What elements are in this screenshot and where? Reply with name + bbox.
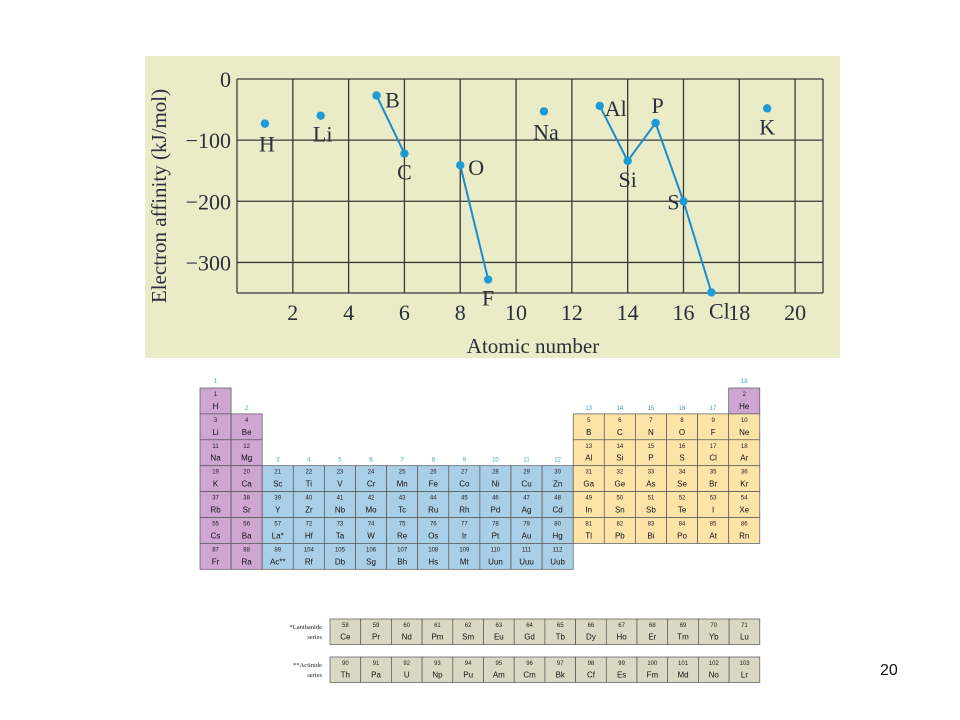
atomic-number: 89 [274, 547, 282, 554]
atomic-number: 34 [678, 469, 686, 476]
atomic-number: 98 [587, 661, 595, 667]
atomic-number: 105 [334, 547, 345, 554]
atomic-number: 87 [212, 547, 219, 554]
atomic-number: 104 [303, 547, 314, 554]
element-symbol: Cr [366, 479, 376, 489]
atomic-number: 110 [490, 547, 501, 554]
atomic-number: 36 [740, 469, 748, 476]
atomic-number: 65 [556, 623, 564, 629]
element-symbol: Uub [550, 557, 565, 567]
group-number: 5 [338, 457, 342, 464]
data-point-label: Li [312, 121, 333, 147]
atomic-number: 52 [678, 495, 686, 502]
element-symbol: Rh [459, 505, 470, 515]
element-symbol: Lr [740, 670, 749, 680]
atomic-number: 47 [523, 495, 530, 502]
atomic-number: 7 [649, 417, 653, 424]
atomic-number: 12 [243, 443, 250, 450]
atomic-number: 57 [274, 521, 282, 528]
element-symbol: Cd [552, 505, 563, 515]
element-symbol: Pr [372, 632, 381, 642]
atomic-number: 66 [587, 623, 595, 629]
element-symbol: Na [210, 453, 221, 463]
element-symbol: Fm [646, 670, 659, 680]
atomic-number: 45 [461, 495, 468, 502]
element-symbol: Ge [614, 479, 626, 489]
element-symbol: C [616, 427, 623, 437]
atomic-number: 21 [274, 469, 282, 476]
element-symbol: As [646, 479, 656, 489]
element-symbol: S [679, 453, 685, 463]
element-symbol: Rn [739, 531, 750, 541]
element-symbol: Bh [397, 557, 408, 567]
atomic-number: 90 [342, 661, 349, 667]
atomic-number: 2 [742, 392, 746, 398]
element-symbol: Es [616, 670, 627, 680]
group-number: 15 [647, 405, 655, 412]
element-symbol: Mn [396, 479, 408, 489]
group-number: 14 [616, 405, 624, 412]
atomic-number: 1 [213, 392, 218, 398]
element-symbol: Br [709, 479, 718, 489]
element-symbol: Pa [371, 670, 381, 680]
group-number: 1 [213, 379, 218, 385]
element-symbol: No [708, 670, 719, 680]
element-symbol: Zr [305, 505, 313, 515]
y-tick-label: −300 [185, 250, 231, 276]
atomic-number: 8 [680, 417, 684, 424]
element-symbol: Pb [614, 531, 625, 541]
element-symbol: Li [212, 427, 219, 437]
atomic-number: 109 [459, 547, 470, 554]
element-symbol: Tc [398, 505, 407, 515]
atomic-number: 92 [403, 661, 411, 667]
atomic-number: 72 [305, 521, 313, 528]
element-symbol: Ag [521, 505, 532, 515]
element-symbol: Yb [708, 632, 719, 642]
atomic-number: 75 [398, 521, 406, 528]
atomic-number: 60 [403, 623, 411, 629]
element-symbol: Ne [739, 427, 750, 437]
element-symbol: In [585, 505, 593, 515]
element-symbol: Pm [431, 632, 444, 642]
atomic-number: 85 [709, 521, 717, 528]
atomic-number: 96 [526, 661, 533, 667]
data-point-label: C [397, 159, 412, 185]
element-symbol: Rf [304, 557, 313, 567]
atomic-number: 20 [243, 469, 250, 476]
atomic-number: 40 [305, 495, 313, 502]
atomic-number: 51 [647, 495, 655, 502]
group-number: 12 [554, 457, 561, 464]
element-symbol: Se [677, 479, 687, 489]
element-symbol: Rb [210, 505, 221, 515]
atomic-number: 31 [585, 469, 593, 476]
element-symbol: Pt [491, 531, 500, 541]
atomic-number: 94 [464, 661, 472, 667]
group-number: 9 [462, 457, 467, 464]
atomic-number: 48 [554, 495, 561, 502]
atomic-number: 44 [429, 495, 437, 502]
atomic-number: 88 [243, 547, 250, 554]
atomic-number: 4 [244, 417, 249, 424]
element-symbol: Sm [462, 632, 475, 642]
atomic-number: 49 [585, 495, 593, 502]
element-symbol: Ba [241, 531, 252, 541]
element-symbol: Ar [740, 453, 749, 463]
atomic-number: 33 [647, 469, 655, 476]
x-tick-label: 4 [343, 300, 355, 325]
atomic-number: 86 [740, 521, 748, 528]
atomic-number: 50 [616, 495, 624, 502]
element-symbol: Hs [428, 557, 439, 567]
atomic-number: 41 [336, 495, 344, 502]
atomic-number: 64 [526, 623, 533, 629]
element-symbol: H [212, 401, 219, 411]
data-point-label: S [667, 189, 680, 215]
atomic-number: 106 [366, 547, 377, 554]
atomic-number: 108 [428, 547, 439, 554]
element-symbol: Er [648, 632, 657, 642]
element-symbol: Ni [491, 479, 500, 489]
atomic-number: 83 [647, 521, 655, 528]
element-symbol: Te [677, 505, 687, 515]
group-number: 18 [740, 379, 748, 385]
element-symbol: Sg [366, 557, 376, 567]
x-tick-label: 20 [784, 300, 807, 325]
atomic-number: 73 [336, 521, 344, 528]
y-tick-label: 0 [220, 67, 231, 92]
element-symbol: Hg [552, 531, 563, 541]
element-symbol: Eu [493, 632, 504, 642]
atomic-number: 24 [367, 469, 375, 476]
element-symbol: Bi [647, 531, 655, 541]
data-point-label: K [759, 114, 776, 140]
atomic-number: 55 [212, 521, 219, 528]
data-point-label: F [482, 285, 495, 311]
group-number: 7 [400, 457, 404, 464]
element-symbol: W [367, 531, 375, 541]
element-symbol: Th [340, 670, 351, 680]
data-point-label: Na [533, 119, 559, 145]
atomic-number: 39 [274, 495, 282, 502]
atomic-number: 23 [336, 469, 344, 476]
group-number: 6 [369, 457, 373, 464]
atomic-number: 14 [616, 443, 624, 450]
element-symbol: Co [459, 479, 470, 489]
element-symbol: Re [397, 531, 408, 541]
element-symbol: Lu [739, 632, 749, 642]
atomic-number: 17 [709, 443, 717, 450]
element-symbol: Bk [555, 670, 565, 680]
group-number: 4 [307, 457, 311, 464]
atomic-number: 82 [616, 521, 624, 528]
atomic-number: 63 [495, 623, 503, 629]
element-symbol: Ca [241, 479, 252, 489]
element-symbol: Ta [335, 531, 345, 541]
group-number: 16 [678, 405, 686, 412]
atomic-number: 70 [710, 623, 718, 629]
element-symbol: Sb [646, 505, 656, 515]
element-symbol: Mo [365, 505, 377, 515]
actinide-series-label: series [307, 672, 322, 679]
atomic-number: 100 [647, 661, 658, 667]
lanthanide-series-label: series [307, 634, 322, 641]
atomic-number: 103 [739, 661, 750, 667]
x-tick-label: 2 [287, 300, 299, 325]
atomic-number: 3 [213, 417, 218, 424]
data-point-label: Si [618, 166, 637, 192]
atomic-number: 43 [398, 495, 406, 502]
x-tick-label: 16 [672, 300, 695, 325]
element-symbol: N [648, 427, 654, 437]
atomic-number: 84 [678, 521, 686, 528]
lanthanide-series-label: *Lanthanide [289, 624, 322, 631]
element-symbol: Pd [490, 505, 501, 515]
atomic-number: 95 [495, 661, 503, 667]
element-symbol: Np [432, 670, 443, 680]
group-number: 13 [585, 405, 593, 412]
element-symbol: Nd [401, 632, 412, 642]
data-point-label: P [651, 93, 664, 119]
element-symbol: V [337, 479, 343, 489]
atomic-number: 77 [461, 521, 468, 528]
atomic-number: 59 [372, 623, 380, 629]
element-symbol: Kr [740, 479, 749, 489]
element-symbol: Xe [739, 505, 750, 515]
element-symbol: Pu [463, 670, 474, 680]
atomic-number: 79 [523, 521, 530, 528]
x-tick-label: 6 [398, 300, 410, 325]
atomic-number: 18 [740, 443, 748, 450]
data-point-label: B [385, 87, 400, 113]
element-symbol: Cm [523, 670, 536, 680]
group-number: 17 [709, 405, 717, 412]
element-symbol: Fe [428, 479, 438, 489]
element-symbol: Ce [340, 632, 351, 642]
atomic-number: 53 [709, 495, 717, 502]
element-symbol: Sn [614, 505, 625, 515]
atomic-number: 54 [740, 495, 748, 502]
data-point-label: Al [604, 95, 627, 121]
atomic-number: 32 [616, 469, 624, 476]
y-axis-title: Electron affinity (kJ/mol) [147, 88, 171, 304]
element-symbol: Md [677, 670, 689, 680]
group-number: 11 [523, 457, 530, 464]
element-symbol: Au [521, 531, 532, 541]
element-symbol: Sc [273, 479, 283, 489]
atomic-number: 30 [554, 469, 561, 476]
element-symbol: Ho [616, 632, 627, 642]
element-symbol: Tb [555, 632, 565, 642]
data-point-label: H [258, 131, 275, 157]
element-symbol: Si [616, 453, 624, 463]
atomic-number: 93 [434, 661, 441, 667]
element-symbol: Ra [241, 557, 252, 567]
atomic-number: 9 [711, 417, 715, 424]
atomic-number: 62 [464, 623, 472, 629]
element-symbol: Mg [241, 453, 253, 463]
atomic-number: 28 [492, 469, 499, 476]
element-symbol: I [712, 505, 715, 515]
x-tick-label: 8 [454, 300, 466, 325]
group-number: 2 [244, 405, 249, 412]
atomic-number: 67 [618, 623, 625, 629]
x-tick-label: 14 [616, 300, 639, 325]
group-number: 10 [492, 457, 499, 464]
atomic-number: 76 [429, 521, 437, 528]
atomic-number: 81 [585, 521, 593, 528]
atomic-number: 11 [212, 443, 219, 450]
element-symbol: Dy [586, 632, 596, 642]
atomic-number: 56 [243, 521, 250, 528]
atomic-number: 22 [305, 469, 313, 476]
element-symbol: Al [585, 453, 593, 463]
atomic-number: 13 [585, 443, 593, 450]
element-symbol: Nb [334, 505, 346, 515]
atomic-number: 26 [429, 469, 437, 476]
element-symbol: B [586, 427, 592, 437]
element-symbol: Tl [585, 531, 593, 541]
atomic-number: 27 [461, 469, 468, 476]
element-symbol: Uuu [519, 557, 534, 567]
element-symbol: At [709, 531, 717, 541]
atomic-number: 29 [523, 469, 530, 476]
atomic-number: 111 [521, 547, 532, 554]
atomic-number: 101 [678, 661, 689, 667]
element-symbol: Be [241, 427, 252, 437]
element-symbol: Ir [461, 531, 467, 541]
slide-number: 20 [880, 662, 898, 679]
atomic-number: 16 [678, 443, 686, 450]
element-symbol: Cu [521, 479, 532, 489]
atomic-number: 69 [679, 623, 687, 629]
element-symbol: La* [271, 531, 284, 541]
element-symbol: K [212, 479, 219, 489]
atomic-number: 46 [492, 495, 499, 502]
atomic-number: 80 [554, 521, 561, 528]
element-symbol: O [678, 427, 686, 437]
y-tick-label: −200 [185, 189, 231, 215]
element-symbol: P [648, 453, 654, 463]
x-axis-title: Atomic number [466, 334, 600, 358]
element-symbol: He [739, 401, 750, 411]
group-number: 3 [276, 457, 280, 464]
atomic-number: 68 [649, 623, 656, 629]
data-point-label: O [468, 155, 485, 181]
group-number: 8 [431, 457, 435, 464]
x-tick-label: 10 [505, 300, 528, 325]
atomic-number: 10 [740, 417, 748, 424]
element-symbol: Fr [211, 557, 220, 567]
element-symbol: Po [677, 531, 687, 541]
element-symbol: Ga [583, 479, 595, 489]
element-symbol: Hf [304, 531, 313, 541]
atomic-number: 112 [552, 547, 563, 554]
element-symbol: Gd [524, 632, 535, 642]
atomic-number: 6 [618, 417, 622, 424]
x-tick-label: 12 [560, 300, 583, 325]
atomic-number: 99 [618, 661, 625, 667]
atomic-number: 97 [556, 661, 564, 667]
atomic-number: 102 [708, 661, 719, 667]
element-symbol: Mt [459, 557, 469, 567]
actinide-series-label: **Actinide [293, 662, 322, 669]
atomic-number: 74 [367, 521, 375, 528]
atomic-number: 25 [398, 469, 406, 476]
atomic-number: 78 [492, 521, 499, 528]
atomic-number: 107 [397, 547, 408, 554]
atomic-number: 19 [212, 469, 219, 476]
atomic-number: 91 [372, 661, 380, 667]
atomic-number: 5 [587, 417, 591, 424]
atomic-number: 15 [647, 443, 655, 450]
atomic-number: 71 [741, 623, 748, 629]
element-symbol: Tm [677, 632, 689, 642]
x-tick-label: 18 [728, 300, 751, 325]
atomic-number: 38 [243, 495, 250, 502]
y-tick-label: −100 [185, 128, 231, 154]
element-symbol: Db [334, 557, 346, 567]
element-symbol: Y [275, 505, 281, 515]
element-symbol: Cs [210, 531, 221, 541]
atomic-number: 58 [342, 623, 349, 629]
atomic-number: 37 [212, 495, 219, 502]
element-symbol: Ac** [269, 557, 286, 567]
element-symbol: Os [428, 531, 439, 541]
atomic-number: 42 [367, 495, 375, 502]
atomic-number: 61 [434, 623, 441, 629]
element-symbol: Zn [552, 479, 563, 489]
element-symbol: Cf [586, 670, 595, 680]
element-symbol: Uun [488, 557, 503, 567]
element-symbol: Ru [428, 505, 439, 515]
element-symbol: Sr [242, 505, 251, 515]
data-point-label: Cl [708, 298, 730, 324]
element-symbol: Cl [709, 453, 717, 463]
element-symbol: F [710, 427, 716, 437]
element-symbol: U [403, 670, 410, 680]
element-symbol: Ti [305, 479, 313, 489]
atomic-number: 35 [709, 469, 717, 476]
element-symbol: Am [492, 670, 505, 680]
